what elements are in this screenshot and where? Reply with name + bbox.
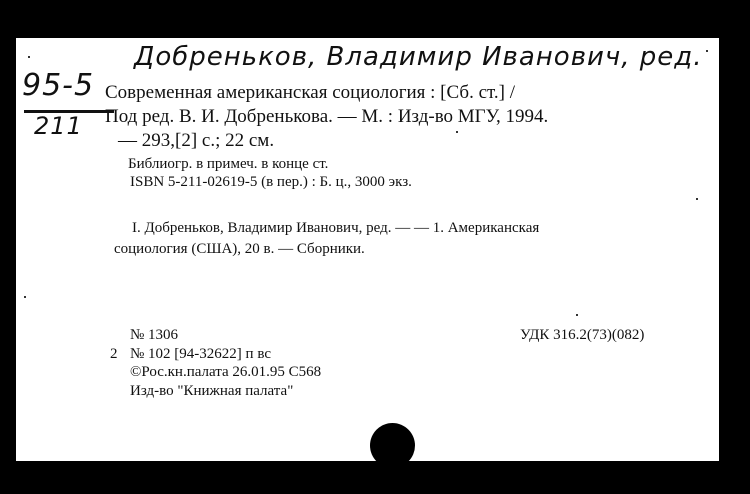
order-number: № 102 [94-32622] п вс: [130, 346, 271, 362]
handwritten-author: Добреньков, Владимир Иванович, ред.: [134, 42, 703, 72]
card-number: № 1306: [130, 327, 179, 343]
catalog-card: [16, 38, 719, 461]
bibliography-note: Библиогр. в примеч. в конце ст.: [128, 156, 329, 172]
scan-speck: [28, 56, 30, 58]
title-line-2: Под ред. В. И. Добренькова. — М. : Изд-во МГУ, 1994.: [105, 106, 549, 127]
publisher-line: Изд-во "Книжная палата": [130, 383, 294, 399]
tracing-line-2: социология (США), 20 в. — Сборники.: [114, 241, 365, 257]
registry-line: ©Рос.кн.палата 26.01.95 С568: [130, 364, 322, 380]
scan-speck: [706, 50, 708, 52]
scan-speck: [24, 296, 26, 298]
scan-speck: [576, 314, 578, 316]
udk-code: УДК 316.2(73)(082): [520, 327, 645, 343]
handwritten-call-number-top: 95-5: [22, 68, 95, 103]
copy-marker: 2: [110, 346, 118, 362]
title-line-1: Современная американская социология : [Сб. ст.] /: [105, 82, 515, 103]
punch-hole: [370, 423, 415, 468]
isbn-line: ISBN 5-211-02619-5 (в пер.) : Б. ц., 3000 экз.: [130, 174, 412, 190]
handwritten-call-number-bottom: 211: [34, 112, 83, 140]
scan-speck: [456, 131, 458, 133]
title-line-3: — 293,[2] с.; 22 см.: [118, 130, 275, 151]
tracing-line-1: I. Добреньков, Владимир Иванович, ред. — — 1. Американская: [132, 220, 540, 236]
scan-speck: [696, 198, 698, 200]
